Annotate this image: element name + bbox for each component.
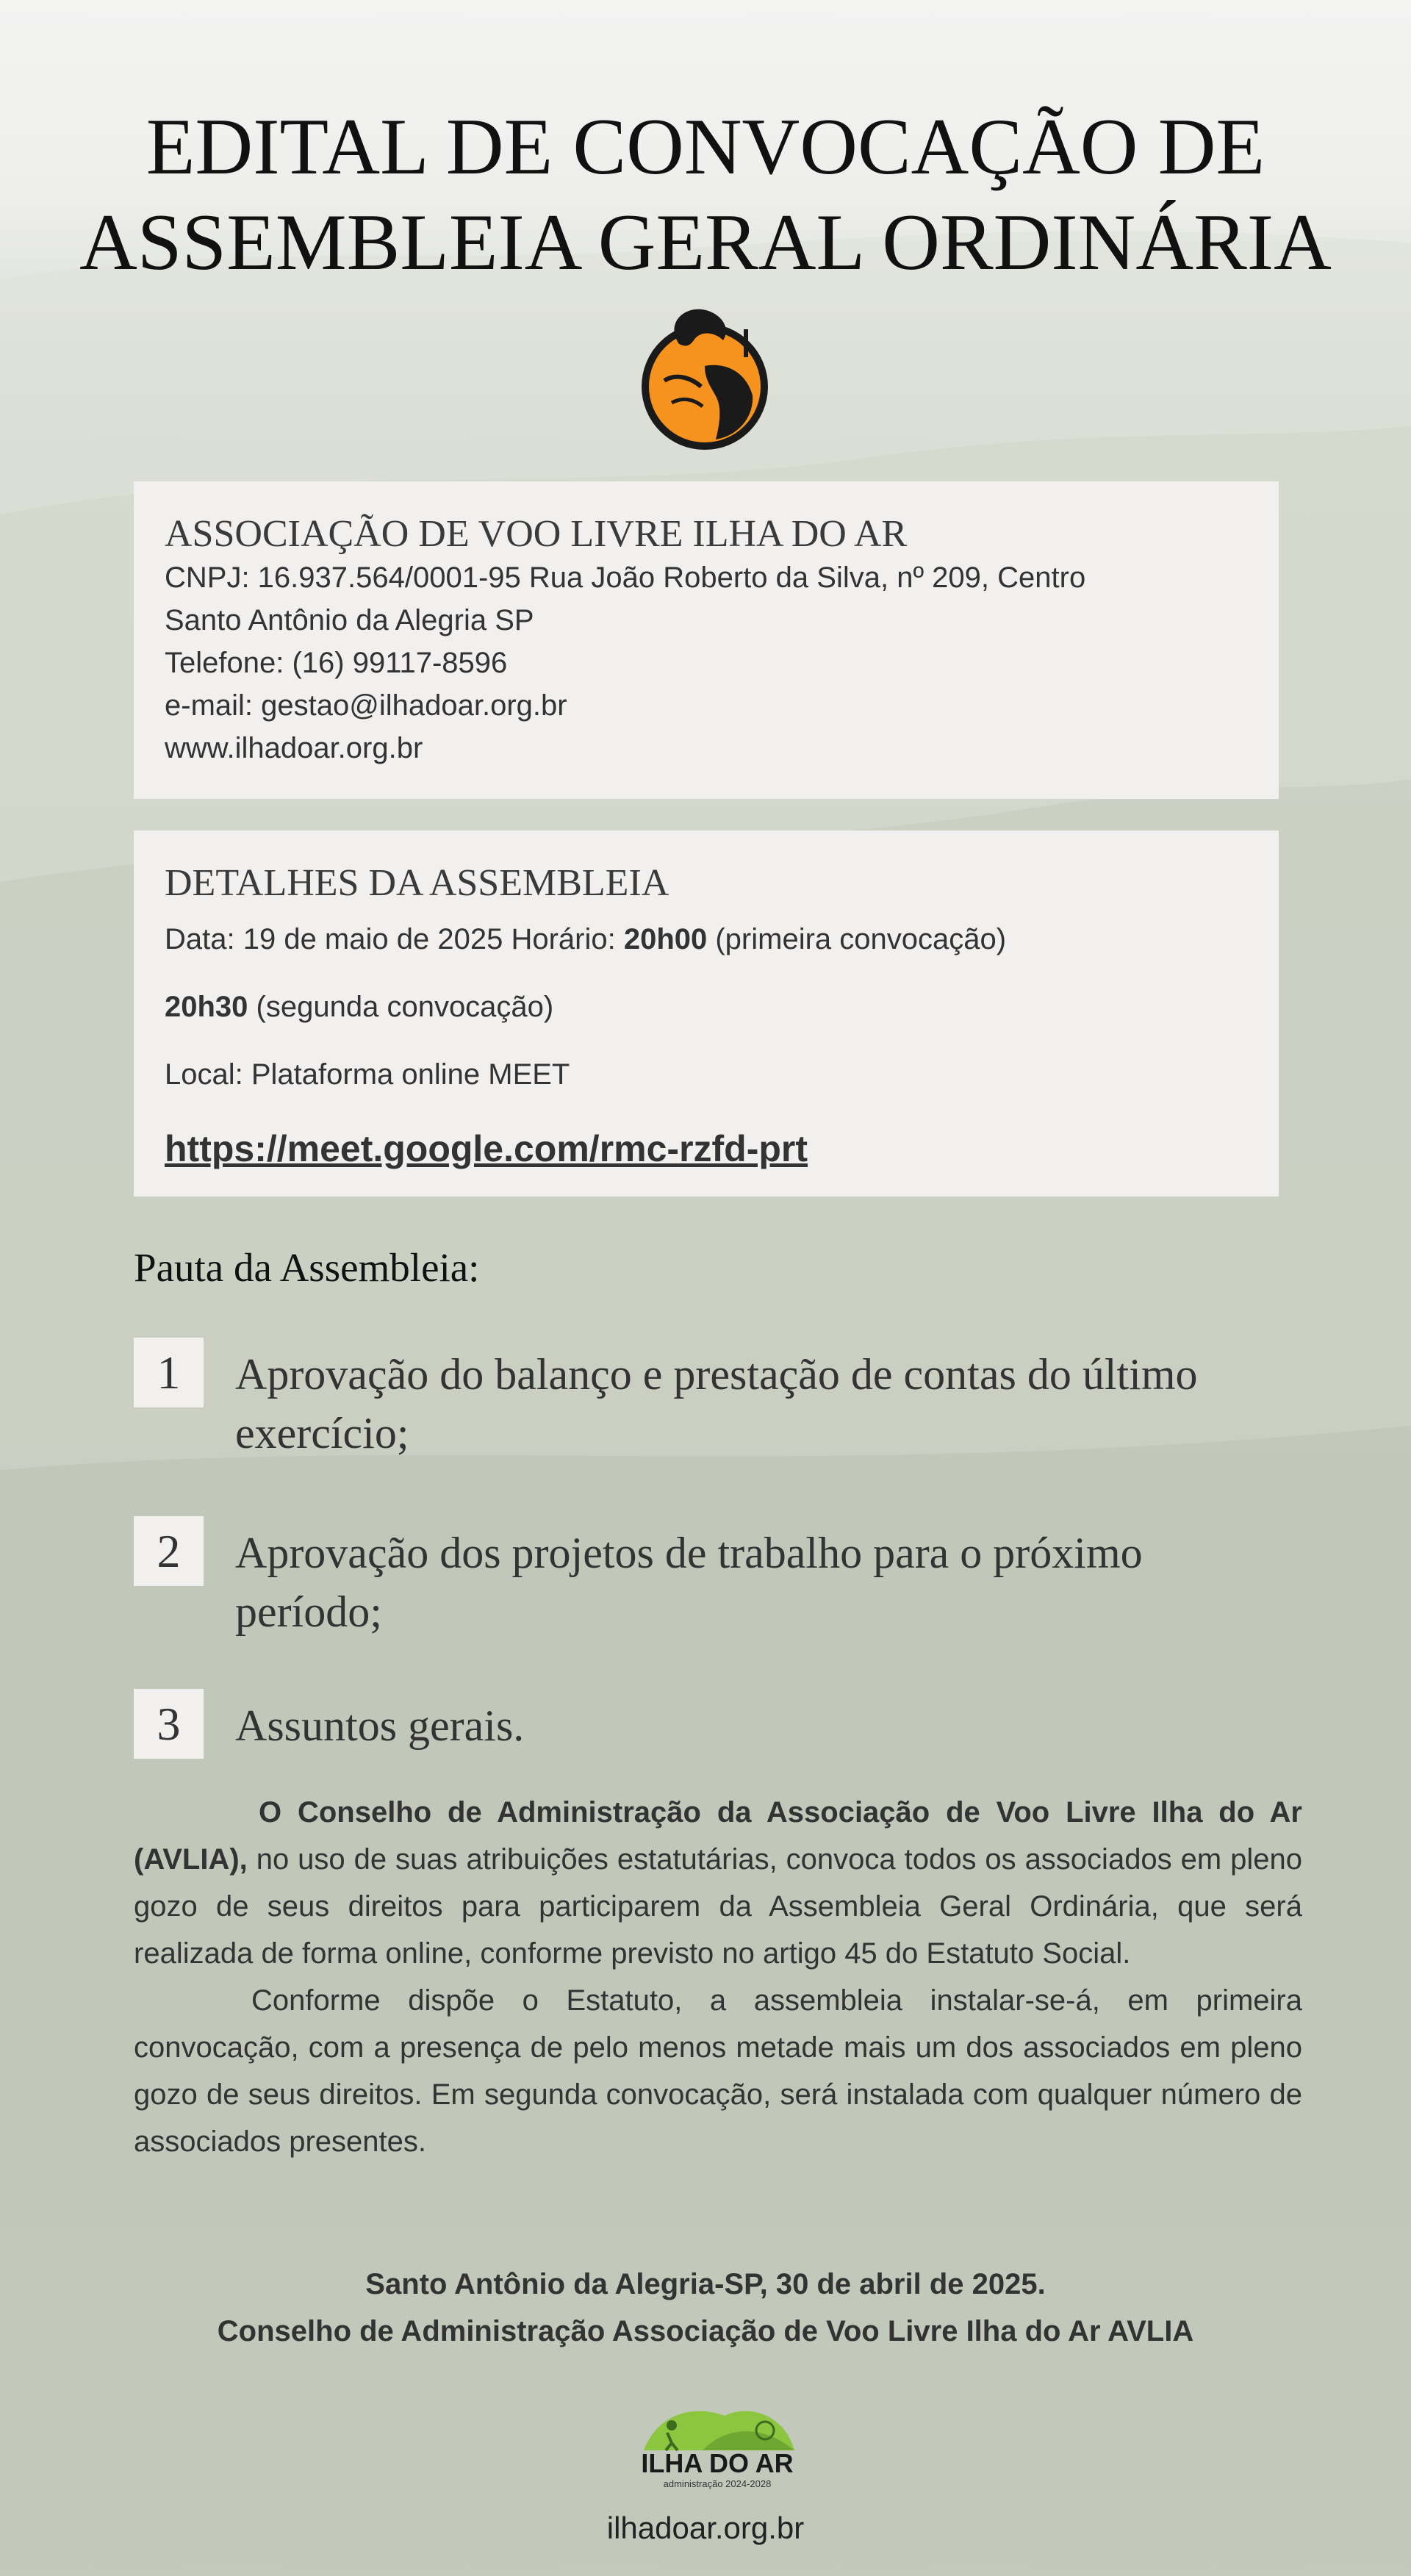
- details-date-time: [165, 905, 1248, 973]
- agenda-text: [235, 1524, 1264, 1641]
- page-title: [0, 99, 1411, 290]
- signature-signer: Conselho de Administração Associação de Voo Livre Ilha do Ar AVLIA: [217, 2315, 1194, 2347]
- association-phone: Telefone: (16) 99117-8596: [165, 647, 508, 679]
- signature-block: [0, 2261, 1411, 2355]
- agenda-number: 3: [134, 1689, 204, 1759]
- association-website[interactable]: www.ilhadoar.org.br: [165, 732, 423, 764]
- agenda-text-line: Aprovação dos projetos de trabalho para o próximo: [235, 1529, 1143, 1577]
- assembly-details-card: [134, 830, 1279, 1196]
- footer-logo-subtitle: administração 2024-2028: [663, 2478, 772, 2489]
- first-call-label: (primeira convocação): [707, 923, 1007, 955]
- details-second-call: [165, 973, 1248, 1041]
- agenda-heading: Pauta da Assembleia:: [134, 1245, 480, 1290]
- title-line-1: EDITAL DE CONVOCAÇÃO DE: [146, 102, 1265, 191]
- body-paragraph-2: Conforme dispõe o Estatuto, a assembleia instalar-se-á, em primeira convocação, com a presença de pelo menos metade mais um dos associados em pleno gozo de seus direitos. Em segunda convocação, será instalada com qualquer número de associados presentes.: [134, 1984, 1302, 2158]
- second-call-time: 20h30: [165, 991, 248, 1023]
- title-line-2: ASSEMBLEIA GERAL ORDINÁRIA: [79, 198, 1332, 287]
- details-heading: DETALHES DA ASSEMBLEIA: [165, 862, 669, 904]
- body-paragraph-1: [134, 1789, 1302, 1977]
- agenda-text-line: período;: [235, 1587, 382, 1636]
- details-location: Local: Plataforma online MEET: [165, 1058, 570, 1091]
- agenda-text-line: exercício;: [235, 1409, 409, 1457]
- first-call-time: 20h00: [623, 923, 708, 955]
- association-cnpj-address: CNPJ: 16.937.564/0001-95 Rua João Roberto da Silva, nº 209, Centro: [165, 562, 1086, 594]
- second-call-label: (segunda convocação): [248, 991, 554, 1023]
- agenda-number: 2: [134, 1516, 204, 1586]
- body-paragraph-1-bold: O Conselho de Administração da Associação de Voo Livre Ilha do Ar (AVLIA),: [134, 1796, 1302, 1876]
- footer-logo-text: ILHA DO AR: [641, 2448, 794, 2478]
- paraglider-logo-icon: [635, 300, 775, 454]
- agenda-number: 1: [134, 1338, 204, 1407]
- convocation-body: [134, 1789, 1302, 2165]
- ilha-do-ar-footer-logo-icon: [629, 2397, 805, 2493]
- agenda-text-line: Assuntos gerais.: [235, 1701, 525, 1750]
- agenda-text-line: Aprovação do balanço e prestação de contas do último: [235, 1350, 1198, 1399]
- signature-place-date: Santo Antônio da Alegria-SP, 30 de abril de 2025.: [365, 2268, 1046, 2300]
- association-email[interactable]: e-mail: gestao@ilhadoar.org.br: [165, 689, 567, 722]
- body-paragraph-1-rest: no uso de suas atribuições estatutárias, convoca todos os associados em pleno gozo de seus direitos para participarem da Assembleia Geral Ordinária, que será realizada de forma online, conforme previsto no artigo 45 do Estatuto Social.: [134, 1843, 1302, 1970]
- association-city: Santo Antônio da Alegria SP: [165, 604, 534, 636]
- association-name: ASSOCIAÇÃO DE VOO LIVRE ILHA DO AR: [165, 513, 908, 555]
- meet-link[interactable]: https://meet.google.com/rmc-rzfd-prt: [165, 1128, 808, 1169]
- date-prefix: Data: 19 de maio de 2025 Horário:: [165, 923, 624, 955]
- association-card: [134, 481, 1279, 799]
- footer-url[interactable]: ilhadoar.org.br: [606, 2511, 805, 2545]
- agenda-text: [235, 1345, 1264, 1463]
- agenda-text: [235, 1696, 1264, 1755]
